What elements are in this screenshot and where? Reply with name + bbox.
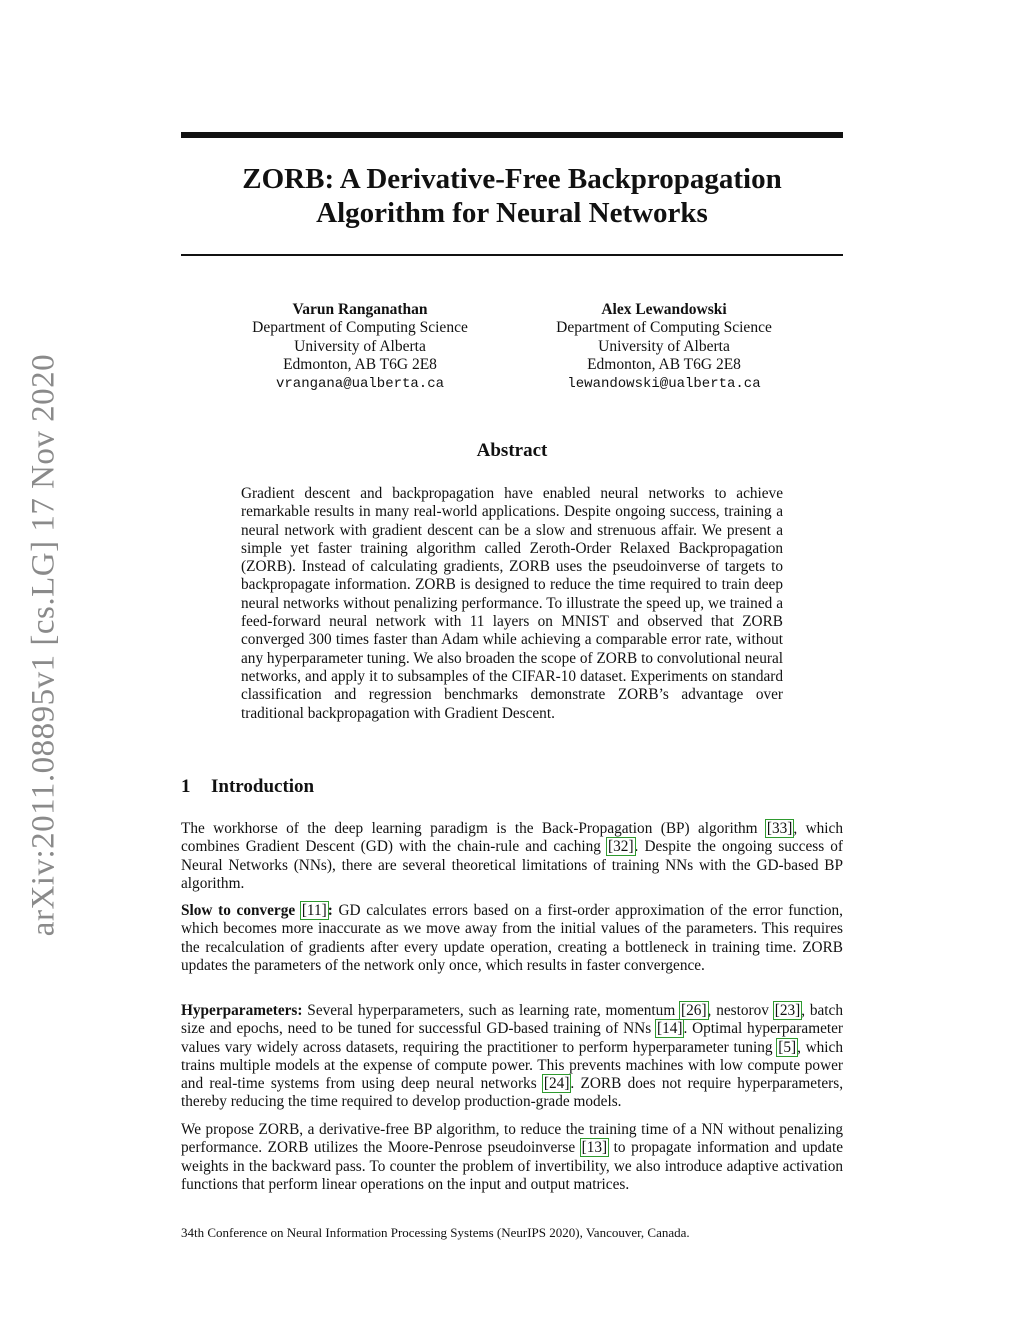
text-run: . Optimal hyperparameter values vary widely across datasets, requiring the practitioner to perform hyperparameter tuning [181,1020,844,1056]
abstract-text: Gradient descent and backpropagation have enabled neural networks to achieve remarkable results in many real-world applications. Despite ongoing success, training a neural network with gradient descent can be a slow and strenuous affair. We present a simple yet faster training algorithm called Zeroth-Order Relaxed Backpropagation (ZORB). Instead of calculating gradients, ZORB uses the pseudoinverse of targets to backpropagate information. ZORB is designed to reduce the time required to train deep neural networks without penalizing performance. To illustrate the speed up, we trained a feed-forward neural network with 11 layers on MNIST and observed that ZORB converged 300 times faster than Adam while achieving a comparable error rate, without any hyperparameter tuning. We also broaden the scope of ZORB to convolutional neural networks, and apply it to subsamples of the CIFAR-10 dataset. Experiments on standard classification and regression benchmarks demonstrate ZORB’s advantage over traditional backpropagation with Gradient Descent. [241,485,783,722]
abstract-heading: Abstract [476,440,548,461]
section-title: Introduction [211,776,315,797]
text-run: , nestorov [707,1002,774,1019]
citation-link[interactable]: [11] [301,902,327,919]
paragraph-zorb-proposal [181,1121,843,1194]
citation-link[interactable]: [32] [608,838,634,856]
paper-title-line-1: ZORB: A Derivative-Free Backpropagation [242,163,782,195]
text-run: , which trains multiple models at the expense of compute power. This prevents machines with low compute power and real-time systems from using deep neural networks [181,1038,843,1093]
citation-link[interactable]: [5] [778,1038,797,1056]
author-location: Edmonton, AB T6G 2E8 [587,356,741,374]
author-block-1 [210,301,510,393]
text-run: . Despite the ongoing success of Neural Networks (NNs), there are several theoretical limitations of training NNs with the GD-based BP algorithm. [181,838,843,892]
text-run: . ZORB does not require hyperparameters, thereby reducing the time required to develop production-grade models. [181,1075,844,1111]
text-run: , which combines Gradient Descent (GD) with the chain-rule and caching [181,820,843,856]
paragraph-hyperparameters [181,1002,843,1112]
section-heading-introduction [181,776,314,798]
author-email[interactable]: lewandowski@ualberta.ca [567,375,761,392]
citation-link[interactable]: [14] [656,1020,683,1038]
arxiv-identifier-stamp[interactable]: arXiv:2011.08895v1 [cs.LG] 17 Nov 2020 [25,353,62,937]
text-run: GD calculates errors based on a first-order approximation of the error function, which becomes more inaccurate as we move away from the initial values of the parameters. This requires the recalculation of gradients after every update operation, creating a bottleneck in training time. ZORB updates the parameters of the network only once, which results in faster convergence. [181,902,844,974]
author-department: Department of Computing Science [556,319,772,337]
author-block-2 [514,301,814,393]
conference-footnote: 34th Conference on Neural Information Processing Systems (NeurIPS 2020), Vancouver, Canada. [181,1225,690,1240]
paper-title [181,162,843,230]
paragraph-lead: Hyperparameters: [181,1002,303,1019]
author-department: Department of Computing Science [252,319,468,337]
citation-link[interactable]: [13] [581,1139,608,1157]
paragraph-slow-to-converge [181,902,843,975]
section-number: 1 [181,776,191,797]
title-rule-bottom [181,254,843,256]
author-name: Alex Lewandowski [601,301,727,318]
title-rule-top [181,132,843,138]
text-run: Several hyperparameters, such as learning rate, momentum [302,1002,681,1019]
paper-title-line-2: Algorithm for Neural Networks [316,197,708,229]
citation-link[interactable]: [33] [766,820,793,837]
author-email[interactable]: vrangana@ualberta.ca [275,375,445,392]
text-run: The workhorse of the deep learning paradigm is the Back-Propagation (BP) algorithm [181,820,766,837]
author-name: Varun Ranganathan [292,301,428,318]
citation-link[interactable]: [24] [543,1075,570,1093]
citation-link[interactable]: [23] [774,1002,801,1019]
text-run: to propagate information and update weights in the backward pass. To counter the problem of invertibility, we also introduce adaptive activation functions that perform linear operations on the input and output matrices. [181,1139,843,1193]
citation-link[interactable]: [26] [681,1002,707,1019]
author-university: University of Alberta [294,337,426,355]
paragraph-lead: Slow to converge [181,902,301,919]
paragraph-intro [181,820,843,893]
lead-colon: : [327,902,333,919]
author-university: University of Alberta [598,337,730,355]
author-location: Edmonton, AB T6G 2E8 [283,356,437,374]
text-run: We propose ZORB, a derivative-free BP algorithm, to reduce the training time of a NN without penalizing performance. ZORB utilizes the Moore-Penrose pseudoinverse [181,1121,843,1157]
text-run: , batch size and epochs, need to be tuned for successful GD-based training of NNs [181,1002,843,1038]
